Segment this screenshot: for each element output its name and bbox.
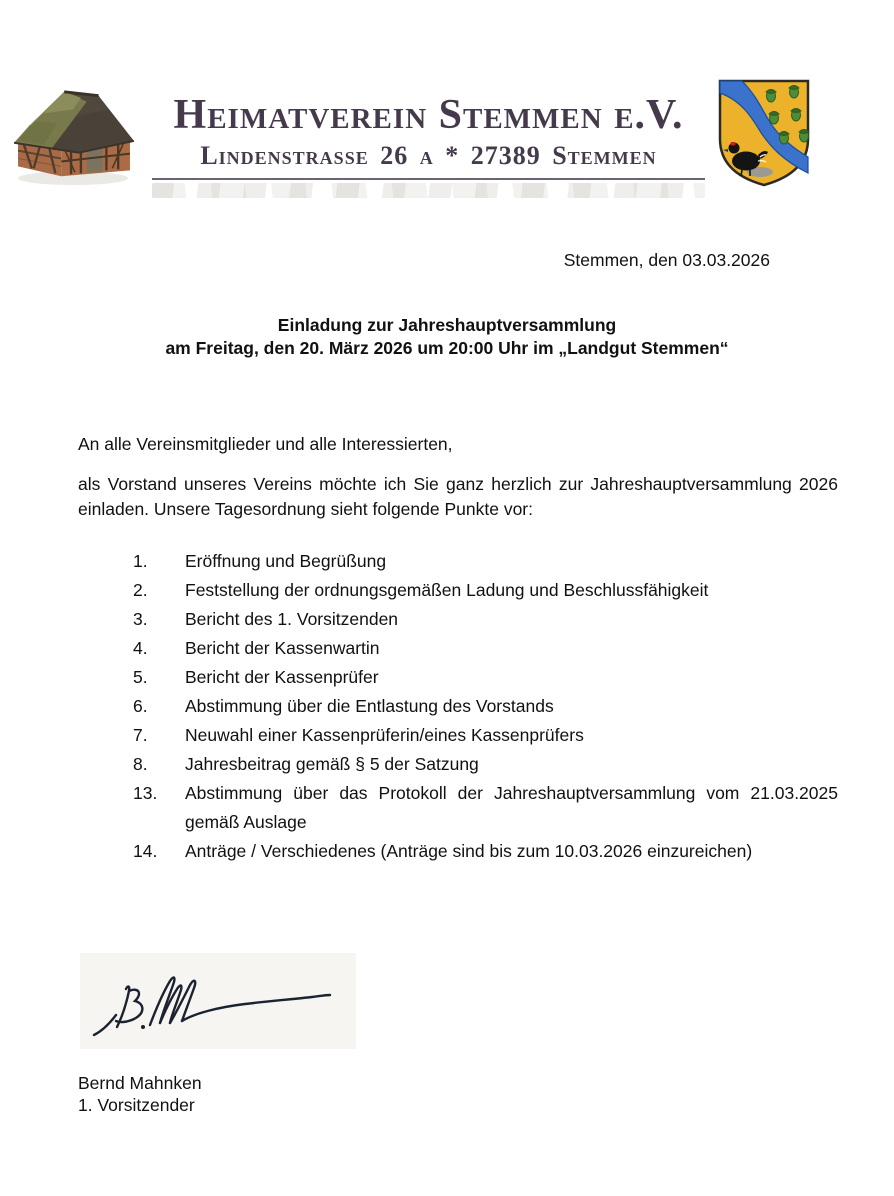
agenda-text-line-1: Abstimmung über das Protokoll der Jahreshauptversammlung vom 21.03.2025	[185, 783, 838, 803]
agenda-text: Bericht des 1. Vorsitzenden	[185, 609, 399, 629]
title-line-2: am Freitag, den 20. März 2026 um 20:00 Uhr im „Landgut Stemmen“	[165, 338, 729, 358]
agenda-text: Bericht der Kassenprüfer	[185, 667, 379, 687]
agenda-number: 2.	[133, 580, 148, 600]
agenda-item	[78, 634, 838, 663]
thatched-farmhouse-image	[10, 80, 138, 188]
agenda-text	[185, 779, 838, 837]
signer-name: Bernd Mahnken	[78, 1073, 202, 1093]
agenda-text-line-2: gemäß Auslage	[185, 812, 307, 832]
agenda-text: Abstimmung über die Entlastung des Vorstands	[185, 696, 554, 716]
agenda-text: Eröffnung und Begrüßung	[185, 551, 387, 571]
agenda-text: Anträge / Verschiedenes (Anträge sind bis zum 10.03.2026 einzureichen)	[185, 841, 753, 861]
greeting-line: An alle Vereinsmitglieder und alle Interessierten,	[78, 434, 453, 454]
agenda-list	[78, 547, 838, 866]
agenda-item	[78, 721, 838, 750]
agenda-item	[78, 547, 838, 576]
agenda-text: Neuwahl einer Kassenprüferin/eines Kassenprüfers	[185, 725, 584, 745]
agenda-item	[78, 692, 838, 721]
date-line: Stemmen, den 03.03.2026	[563, 250, 770, 270]
document-title	[0, 314, 894, 360]
intro-paragraph: als Vorstand unseres Vereins möchte ich Sie ganz herzlich zur Jahreshauptversammlung 2026 einladen. Unsere Tagesordnung sieht folgende Punkte vor:	[78, 474, 838, 519]
agenda-number: 6.	[133, 696, 148, 716]
org-name: Heimatverein Stemmen e.V.	[173, 92, 684, 138]
agenda-number: 1.	[133, 551, 148, 571]
agenda-number: 8.	[133, 754, 148, 774]
agenda-item	[78, 779, 838, 837]
agenda-item	[78, 576, 838, 605]
title-line-1: Einladung zur Jahreshauptversammlung	[277, 315, 617, 335]
agenda-number: 5.	[133, 667, 148, 687]
agenda-number: 14.	[133, 841, 158, 861]
signer-block	[78, 1072, 202, 1116]
agenda-text: Feststellung der ordnungsgemäßen Ladung und Beschlussfähigkeit	[185, 580, 709, 600]
agenda-number: 13.	[133, 783, 158, 803]
agenda-number: 3.	[133, 609, 148, 629]
org-address: Lindenstrasse 26 a * 27389 Stemmen	[200, 141, 657, 170]
signer-role: 1. Vorsitzender	[78, 1095, 195, 1115]
signature-image	[80, 953, 356, 1049]
agenda-number: 7.	[133, 725, 148, 745]
agenda-item	[78, 837, 838, 866]
agenda-item	[78, 750, 838, 779]
scan-noise-band	[152, 183, 705, 198]
agenda-item	[78, 605, 838, 634]
agenda-text: Bericht der Kassenwartin	[185, 638, 380, 658]
coat-of-arms-image	[716, 77, 812, 189]
letterhead-rule	[152, 178, 705, 180]
agenda-text: Jahresbeitrag gemäß § 5 der Satzung	[185, 754, 479, 774]
letterhead	[152, 92, 705, 198]
agenda-number: 4.	[133, 638, 148, 658]
agenda-item	[78, 663, 838, 692]
